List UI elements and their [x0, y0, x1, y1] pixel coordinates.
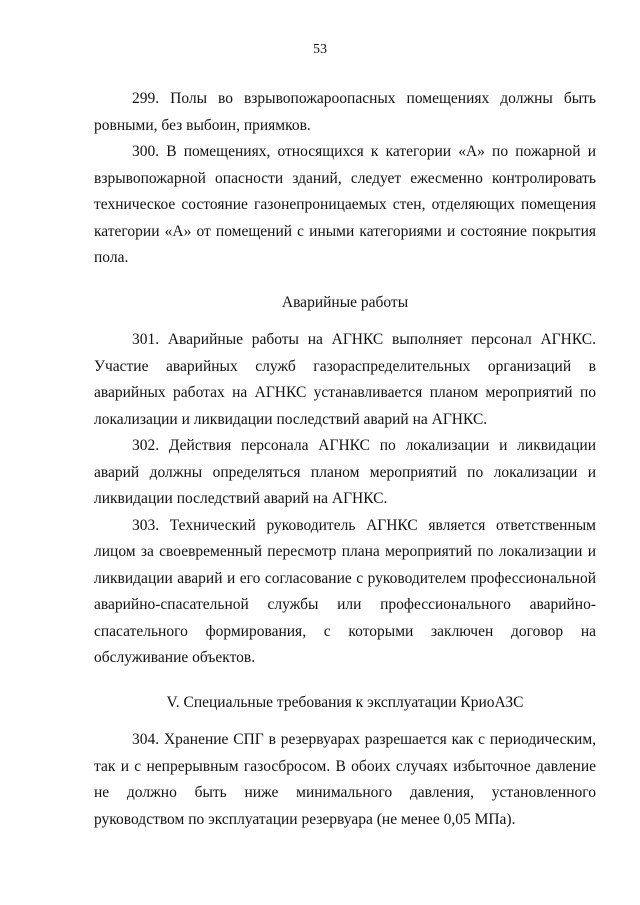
paragraph-304: 304. Хранение СПГ в резервуарах разрешается как с периодическим, так и с непрерывным газосбросом. В обоих случаях избыточное давление не должно быть ниже минимального давления, установленного руководством по эксплуатации резервуара (не менее 0,05 МПа).: [94, 731, 596, 828]
paragraph-300: 300. В помещениях, относящихся к категории «А» по пожарной и взрывопожарной опасности зданий, следует ежесменно контролировать техническое состояние газонепроницаемых стен, отделяющих помещения категории «А» от помещений с иными категориями и состояние покрытия пола.: [94, 143, 596, 266]
paragraph-299: 299. Полы во взрывопожароопасных помещениях должны быть ровными, без выбоин, приямков.: [94, 90, 596, 134]
section-heading-emergency-works: Аварийные работы: [281, 293, 409, 311]
paragraph-302: 302. Действия персонала АГНКС по локализации и ликвидации аварий должны определяться планом мероприятий по локализации и ликвидации последствий аварий на АГНКС.: [94, 437, 596, 507]
document-body: [94, 86, 596, 833]
paragraph-301: 301. Аварийные работы на АГНКС выполняет персонал АГНКС. Участие аварийных служб газораспределительных организаций в аварийных работах на АГНКС устанавливается планом мероприятий по локализации и ликвидации последствий аварий на АГНКС.: [94, 331, 596, 428]
section-heading-cryo-requirements: V. Специальные требования к эксплуатации КриоАЗС: [166, 693, 524, 711]
paragraph-303: 303. Технический руководитель АГНКС является ответственным лицом за своевременный пересмотр плана мероприятий по локализации и ликвидации аварий и его согласование с руководителем профессиональной аварийно-спасательной службы или профессионального аварийно-спасательного формирования, с которыми заключен договор на обслуживание объектов.: [94, 516, 596, 666]
page-number: 53: [313, 42, 327, 57]
